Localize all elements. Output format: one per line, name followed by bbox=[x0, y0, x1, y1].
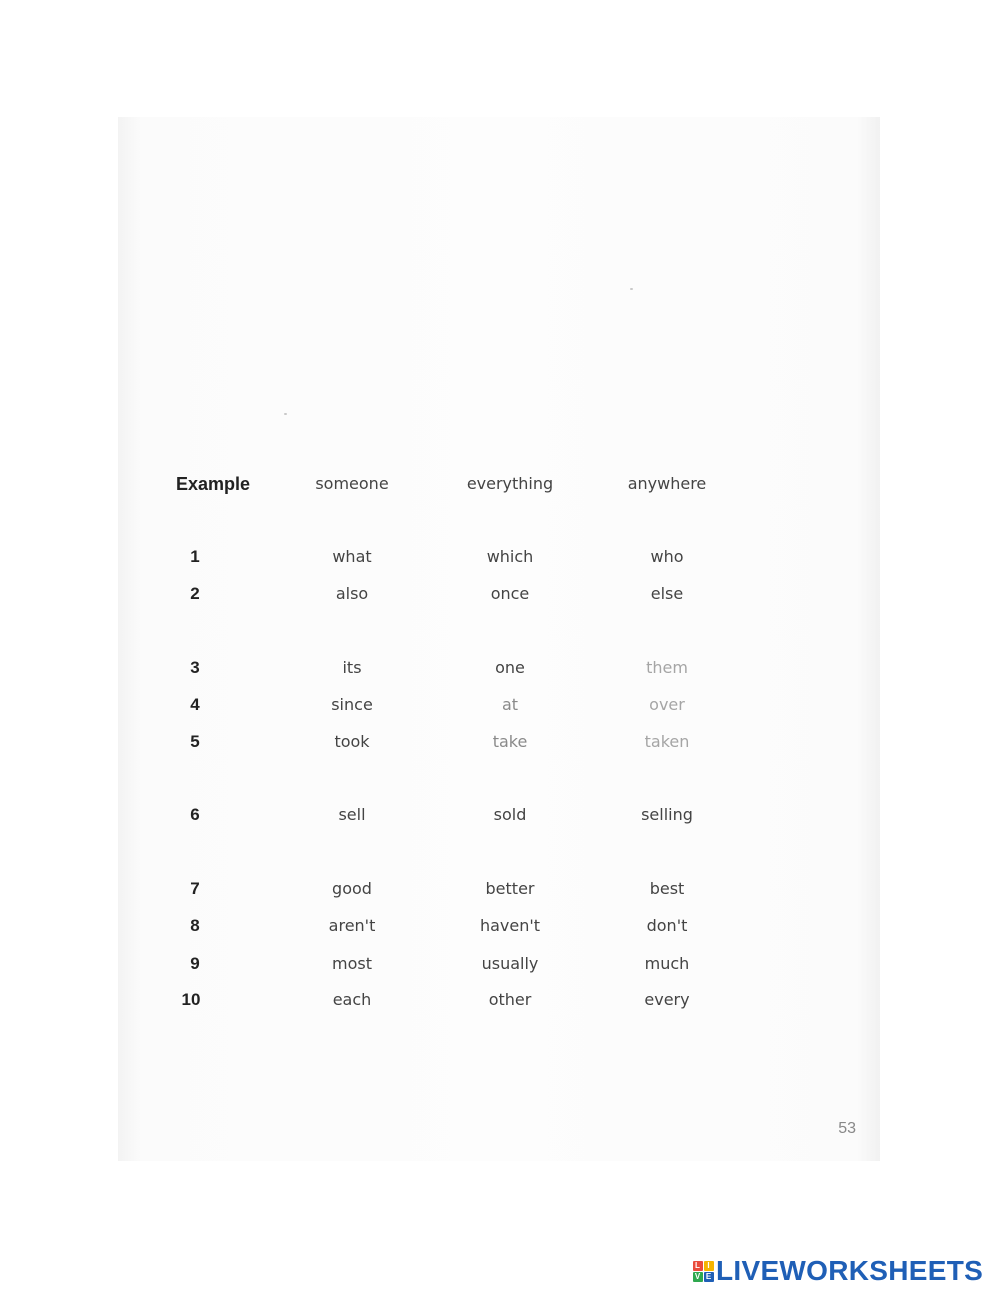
row-number: 7 bbox=[190, 879, 200, 898]
word-option-1: good bbox=[332, 879, 372, 898]
word-option-2: haven't bbox=[479, 916, 541, 935]
word-option-1: each bbox=[332, 990, 372, 1009]
liveworksheets-brand[interactable] bbox=[692, 1256, 983, 1286]
word-row bbox=[118, 690, 880, 720]
word-option-3: selling bbox=[641, 805, 693, 824]
word-option-2: one bbox=[495, 658, 525, 677]
word-row bbox=[118, 949, 880, 979]
example-row bbox=[118, 469, 880, 499]
row-number: 4 bbox=[190, 695, 200, 714]
row-number: 10 bbox=[181, 990, 201, 1009]
word-option-1: aren't bbox=[328, 916, 376, 935]
logo-letter: V bbox=[693, 1272, 703, 1282]
word-row bbox=[118, 727, 880, 757]
word-option-1: most bbox=[332, 954, 372, 973]
word-option-1: its bbox=[342, 658, 362, 677]
scan-speck bbox=[630, 288, 633, 290]
row-number: 8 bbox=[190, 916, 200, 935]
word-row bbox=[118, 985, 880, 1015]
word-row bbox=[118, 911, 880, 941]
example-label: Example bbox=[176, 474, 251, 494]
example-word-3: anywhere bbox=[627, 474, 707, 493]
word-option-3: else bbox=[650, 584, 684, 603]
word-option-2: at bbox=[501, 695, 519, 714]
row-number: 5 bbox=[190, 732, 200, 751]
row-number: 6 bbox=[190, 805, 200, 824]
word-option-2: take bbox=[492, 732, 528, 751]
example-word-2: everything bbox=[466, 474, 554, 493]
logo-letter: E bbox=[704, 1272, 714, 1282]
word-option-3: taken bbox=[644, 732, 690, 751]
word-option-3: who bbox=[650, 547, 684, 566]
logo-letter: L bbox=[693, 1261, 703, 1271]
row-number: 2 bbox=[190, 584, 200, 603]
row-number: 3 bbox=[190, 658, 200, 677]
word-option-3: best bbox=[649, 879, 685, 898]
word-row bbox=[118, 874, 880, 904]
brand-name: LIVEWORKSHEETS bbox=[716, 1255, 984, 1286]
word-row bbox=[118, 653, 880, 683]
word-option-1: what bbox=[332, 547, 372, 566]
example-word-1: someone bbox=[315, 474, 389, 493]
word-option-3: over bbox=[649, 695, 685, 714]
word-option-2: usually bbox=[481, 954, 539, 973]
word-option-2: better bbox=[485, 879, 535, 898]
word-option-1: sell bbox=[338, 805, 366, 824]
liveworksheets-logo-icon bbox=[692, 1260, 714, 1282]
scanned-page bbox=[118, 117, 880, 1161]
word-option-3: don't bbox=[646, 916, 688, 935]
word-option-3: them bbox=[646, 658, 688, 677]
word-option-1: also bbox=[335, 584, 369, 603]
word-option-1: took bbox=[334, 732, 370, 751]
page-number: 53 bbox=[838, 1120, 856, 1137]
logo-letter: I bbox=[704, 1261, 714, 1271]
word-option-3: much bbox=[644, 954, 690, 973]
word-option-2: other bbox=[488, 990, 532, 1009]
row-number: 1 bbox=[190, 547, 200, 566]
word-option-2: once bbox=[490, 584, 530, 603]
word-option-3: every bbox=[644, 990, 690, 1009]
word-option-2: which bbox=[486, 547, 534, 566]
word-row bbox=[118, 542, 880, 572]
word-option-1: since bbox=[331, 695, 373, 714]
row-number: 9 bbox=[190, 954, 200, 973]
word-option-2: sold bbox=[493, 805, 527, 824]
scan-speck bbox=[284, 413, 287, 415]
word-row bbox=[118, 579, 880, 609]
word-row bbox=[118, 800, 880, 830]
